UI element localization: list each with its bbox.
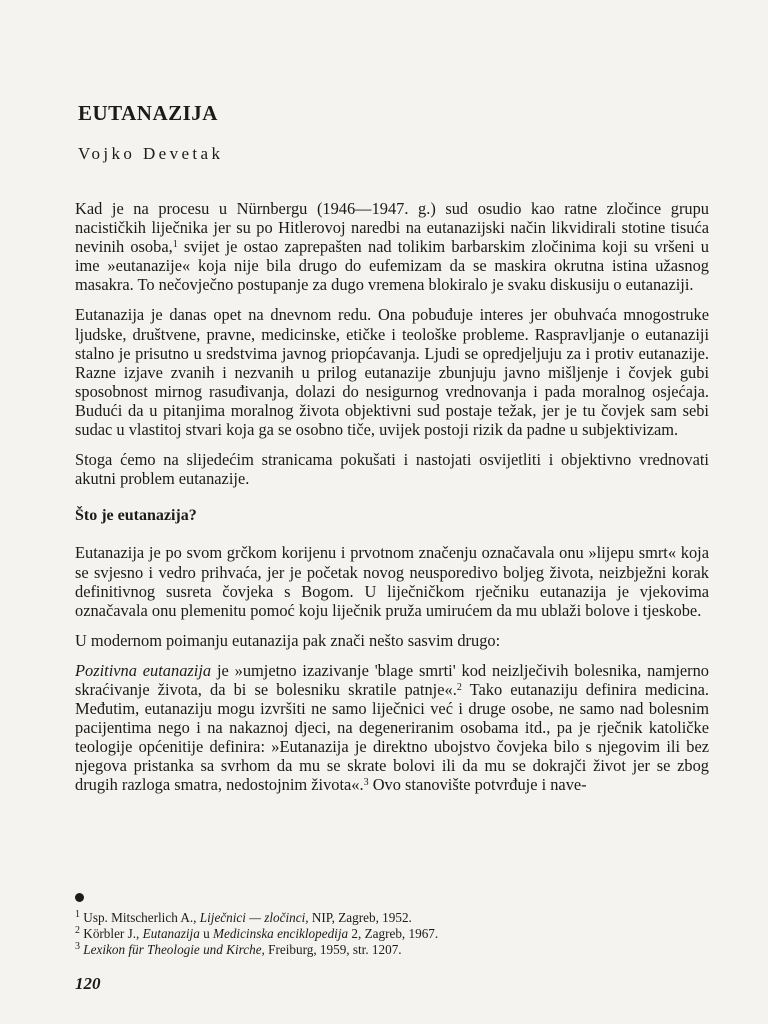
footnote-3-text-b: Freiburg, 1959, str. 1207. [264, 942, 402, 957]
footnotes [75, 910, 709, 958]
section-heading: Što je eutanazija? [75, 507, 197, 525]
paragraph-3: Stoga ćemo na slijedećim stranicama pokušati i nastojati osvijetliti i objektivno vrednovati akutni problem eutanazije. [75, 450, 709, 489]
footnote-1-text-a: Usp. Mitscherlich A., [80, 910, 200, 925]
footnote-3 [75, 942, 709, 958]
section-paragraph-3-text-c: Ovo stanovište potvrđuje i nave- [368, 775, 587, 795]
paragraph-1-text-a: Kad je na procesu u Nürnbergu (1946—1947. g.) sud osudio kao ratne zločince grupu nacističkih liječnika jer su po Hitlerovoj naredbi na eutanazijski način likvidirali stotine tisuća nevinih osoba, [75, 199, 709, 257]
footnote-2-number: 2 [75, 925, 80, 936]
article-body [75, 199, 709, 806]
footnote-ref-1: 1 [172, 239, 178, 251]
footnote-2-text-a: Körbler J., [80, 926, 143, 941]
footnote-3-title: Lexikon für Theologie und Kirche, [83, 942, 265, 957]
footnote-ref-2: 2 [456, 681, 462, 693]
footnote-separator-bullet [75, 893, 84, 902]
section-paragraph-2: U modernom poimanju eutanazija pak znači nešto sasvim drugo: [75, 630, 501, 650]
paragraph-1 [75, 199, 709, 294]
article-title: EUTANAZIJA [78, 101, 218, 125]
page-number: 120 [75, 974, 101, 993]
section-paragraph-1: Eutanazija je po svom grčkom korijenu i prvotnom značenju označavala onu »lijepu smrt« koja se svjesno i vedro prihvaća, jer je početak novog neusporedivo boljeg života, neizbježni korak definitivnog susreta čovjeka s Bogom. U liječničkom rječniku eutanazija je vjekovima označavala onu plemenitu pomoć koju liječnik pruža umirućem da mu ublaži bolove i tjeskobe. [75, 543, 709, 620]
italic-term: Pozitivna eutanazija [75, 660, 212, 680]
author-name: Vojko Devetak [78, 144, 224, 163]
footnote-ref-3: 3 [363, 777, 369, 789]
footnote-1-text-b: NIP, Zagreb, 1952. [308, 910, 412, 925]
footnote-2-text-b: u [199, 926, 213, 941]
section-paragraph-3-text-b: Tako eutanaziju definira medicina. Međutim, eutanaziju mogu izvršiti ne samo liječnici već i druge osobe, ne samo nad bolesnim pacijentima nego i na nakaznoj djeci, na degeneriranim osobama itd., pa je rječnik katoličke teologije općenitije definira: »Eutanazija je direktno ubojstvo čovjeka bilo s njegovim ili bez njegova pristanka sa svrhom da mu se skrate bolovi ili da mu se dokrajči život jer se zbog drugih razloga smatra, nedostojnim života«. [75, 679, 710, 795]
paragraph-1-text-b: svijet je ostao zaprepašten nad tolikim barbarskim zločinima koji su vršeni u ime »eutanazije« koja nije bila drugo do eufemizam da se maskira okrutna istina užasnog masakra. To nečovječno postupanje za dugo vremena blokiralo je svaku diskusiju o eutanaziji. [75, 237, 709, 295]
footnote-1-number: 1 [75, 909, 80, 920]
footnote-2-source: Medicinska enciklopedija [212, 926, 349, 941]
section-paragraph-3-text-a: je »umjetno izazivanje 'blage smrti' kod neizlječivih bolesnika, namjerno skraćivanje života, da bi se bolesniku skratile patnje«. [75, 660, 709, 699]
footnote-2-title: Eutanazija [142, 926, 200, 941]
footnote-1-title: Liječnici — zločinci, [199, 910, 309, 925]
footnote-2-text-c: 2, Zagreb, 1967. [348, 926, 439, 941]
footnote-1 [75, 910, 709, 926]
section-paragraph-3 [75, 661, 709, 795]
footnote-3-number: 3 [75, 941, 80, 952]
paragraph-2: Eutanazija je danas opet na dnevnom redu. Ona pobuđuje interes jer obuhvaća mnogostruke ljudske, društvene, pravne, medicinske, etičke i teološke probleme. Raspravljanje o eutanaziji stalno je prisutno u sredstvima javnog priopćavanja. Ljudi se opredjeljuju za i protiv eutanazije. Razne izjave zvanih i nezvanih u prilog eutanazije zbunjuju javno mišljenje i čovjek gubi sposobnost mirnog rasuđivanja, dolazi do nesigurnog vrednovanja i pada moralnog osjećaja. Budući da u pitanjima moralnog života objektivni sud postaje težak, jer je tu čovjek sam sebi sudac u vlastitoj stvari koja ga se osobno tiče, uvijek postoji rizik da padne u subjektivizam. [75, 305, 709, 440]
footnote-2 [75, 926, 709, 942]
